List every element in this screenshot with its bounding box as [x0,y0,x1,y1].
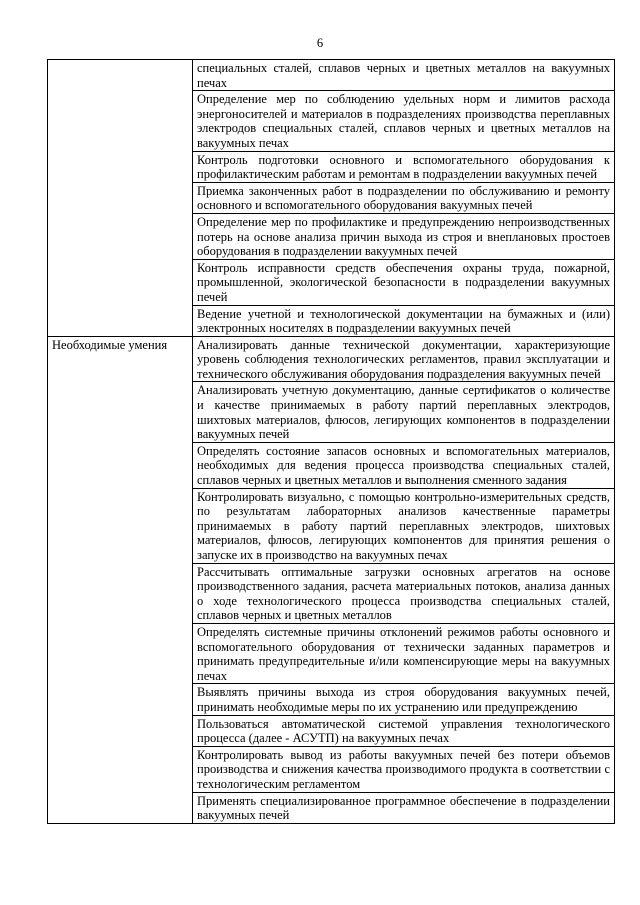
list-item: Определять состояние запасов основных и вспомогательных материалов, необходимых для ведения процесса производства специальных сталей, сплавов черных и цветных металлов и выполнения сменного задания [193,442,615,488]
list-item: Ведение учетной и технологической документации на бумажных и (или) электронных носителях в подразделении вакуумных печей [193,305,615,336]
list-item: Определение мер по соблюдению удельных норм и лимитов расхода энергоносителей и материалов в подразделениях производства переплавных электродов специальных сталей, сплавов черных и цветных металлов на вакуумных печах [193,91,615,151]
list-item: Контролировать вывод из работы вакуумных печей без потери объемов производства и снижения качества производимого продукта в соответствии с технологическим регламентом [193,746,615,792]
list-item: Контроль исправности средств обеспечения охраны труда, пожарной, промышленной, экологической безопасности в подразделении вакуумных печей [193,259,615,305]
table-row [48,336,615,382]
list-item: Анализировать учетную документацию, данные сертификатов о количестве и качестве принимаемых в работу партий переплавных электродов, шихтовых материалов, флюсов, легирующих компонентов в подразделении вакуумных печей [193,382,615,442]
list-item: Анализировать данные технической документации, характеризующие уровень соблюдения технологических регламентов, правил эксплуатации и технического обслуживания оборудования подразделения вакуумных печей [193,336,615,382]
list-item: Контроль подготовки основного и вспомогательного оборудования к профилактическим работам и ремонтам в подразделении вакуумных печей [193,151,615,182]
list-item: Контролировать визуально, с помощью контрольно-измерительных средств, по результатам лабораторных анализов качественные параметры принимаемых в работу партий переплавных электродов, шихтовых материалов, флюсов, легирующих компонентов для принятия решения о запуске их в производство на вакуумных печах [193,488,615,563]
section-label [48,60,193,337]
list-item: Приемка законченных работ в подразделении по обслуживанию и ремонту основного и вспомогательного оборудования вакуумных печей [193,182,615,213]
page-number: 6 [316,36,324,50]
list-item: Рассчитывать оптимальные загрузки основных агрегатов на основе производственного задания, расчета материальных потоков, анализа данных о ходе технологического процесса производства специальных сталей, сплавов черных и цветных металлов [193,563,615,623]
list-item: Выявлять причины выхода из строя оборудования вакуумных печей, принимать необходимые меры по их устранению или предупреждению [193,684,615,715]
requirements-table [47,59,615,824]
table-row [48,60,615,91]
list-item: Определение мер по профилактике и предупреждению непроизводственных потерь на основе анализа причин выхода из строя и внеплановых простоев оборудования в подразделении вакуумных печей [193,213,615,259]
list-item: Пользоваться автоматической системой управления технологического процесса (далее - АСУТП) на вакуумных печах [193,715,615,746]
list-item: Применять специализированное программное обеспечение в подразделении вакуумных печей [193,792,615,823]
list-item: Определять системные причины отклонений режимов работы основного и вспомогательного оборудования от технически заданных параметров и принимать предупредительные и/или компенсирующие меры на вакуумных печах [193,623,615,683]
list-item: специальных сталей, сплавов черных и цветных металлов на вакуумных печах [193,60,615,91]
section-label: Необходимые умения [48,336,193,823]
